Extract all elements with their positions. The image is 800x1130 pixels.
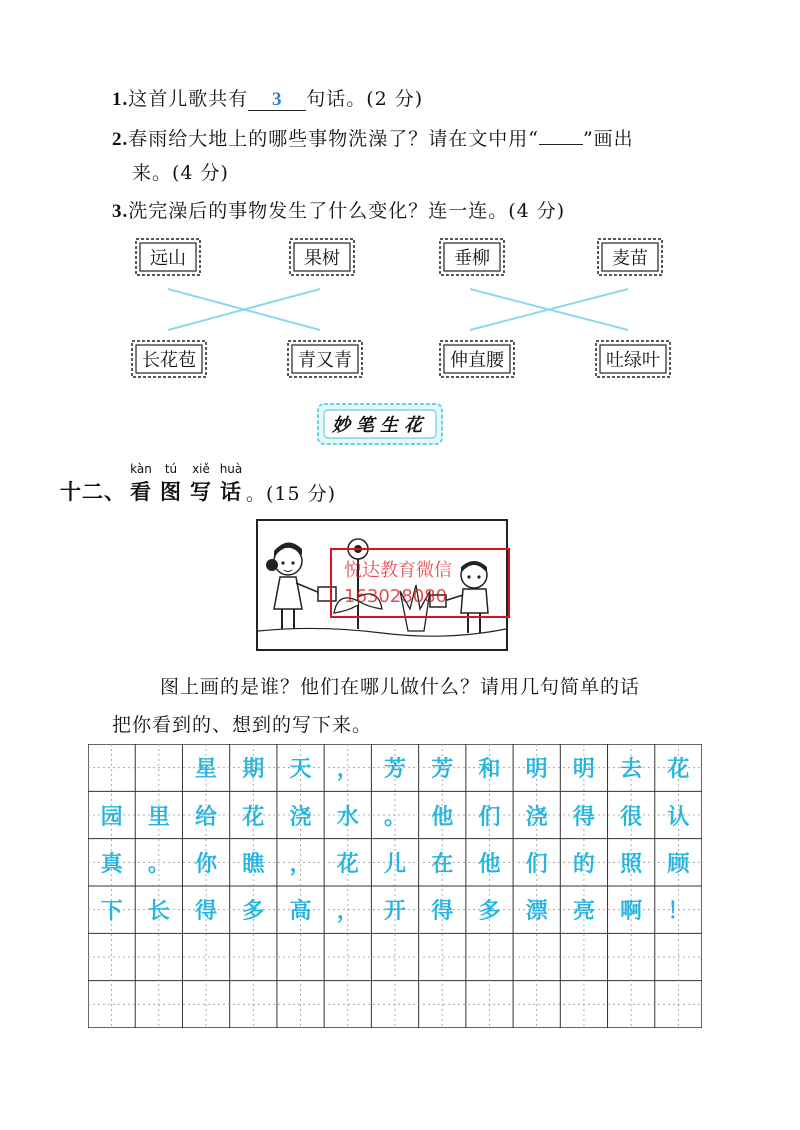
pinyin: tú xyxy=(164,462,178,476)
grid-cell[interactable]: 你 xyxy=(195,850,218,877)
ruby-char xyxy=(126,462,156,506)
pinyin: huà xyxy=(219,462,243,476)
grid-cell[interactable]: 他 xyxy=(478,850,501,877)
heading-char: 话 xyxy=(220,479,242,504)
grid-cell[interactable]: 花 xyxy=(336,850,359,877)
grid-cell[interactable]: 。 xyxy=(383,803,406,830)
grid-cell[interactable]: 花 xyxy=(242,803,265,830)
grid-cell[interactable]: 下 xyxy=(100,898,123,925)
grid-cell[interactable] xyxy=(325,981,371,1027)
grid-cell[interactable]: 顾 xyxy=(667,850,690,877)
grid-cell[interactable]: 浇 xyxy=(525,803,548,830)
heading-char: 写 xyxy=(190,479,212,504)
banner-title: 妙笔生花 xyxy=(332,415,428,436)
grid-cell[interactable] xyxy=(608,981,654,1027)
grid-cell[interactable]: 在 xyxy=(431,850,454,877)
question-text: 春雨给大地上的哪些事物洗澡了？请在文中用“ xyxy=(128,128,539,150)
grid-cell[interactable]: 花 xyxy=(667,756,690,783)
grid-cell[interactable]: 瞧 xyxy=(242,850,265,877)
match-label: 青又青 xyxy=(298,350,352,371)
grid-cell[interactable]: 高 xyxy=(289,898,312,925)
grid-cell[interactable] xyxy=(278,981,324,1027)
pinyin: xiě xyxy=(192,462,210,476)
grid-cell[interactable]: ， xyxy=(289,850,312,877)
grid-cell[interactable]: 明 xyxy=(525,756,548,783)
watermark-box xyxy=(330,548,510,618)
grid-cell[interactable]: 亮 xyxy=(572,898,595,925)
watermark-line-1: 悦达教育微信 xyxy=(344,560,452,581)
grid-cell[interactable] xyxy=(89,934,135,980)
grid-cell[interactable] xyxy=(136,745,182,791)
grid-cell[interactable]: 星 xyxy=(195,756,218,783)
grid-cell[interactable]: 他 xyxy=(431,803,454,830)
grid-cell[interactable] xyxy=(278,934,324,980)
match-box-top[interactable] xyxy=(436,235,508,279)
grid-cell[interactable]: 水 xyxy=(336,803,359,830)
grid-cell[interactable] xyxy=(514,934,560,980)
grid-cell[interactable]: 多 xyxy=(478,898,501,925)
grid-cell[interactable]: 园 xyxy=(100,803,123,830)
match-box-bottom[interactable] xyxy=(284,337,366,381)
grid-cell[interactable] xyxy=(561,981,607,1027)
grid-cell[interactable] xyxy=(419,981,465,1027)
grid-cell[interactable]: 里 xyxy=(147,803,170,830)
matching-lines xyxy=(0,0,800,420)
watermark-line-2: 163028080 xyxy=(344,586,448,607)
grid-cell[interactable]: 和 xyxy=(478,756,501,783)
grid-cell[interactable]: 。 xyxy=(147,850,170,877)
section-number: 十二、 xyxy=(60,479,126,504)
heading-char: 看 xyxy=(130,479,152,504)
ruby-char xyxy=(216,462,246,506)
grid-cell[interactable] xyxy=(136,934,182,980)
grid-cell[interactable]: 们 xyxy=(525,850,548,877)
grid-cell[interactable]: 得 xyxy=(195,898,218,925)
grid-cell[interactable]: 给 xyxy=(195,803,218,830)
match-box-top[interactable] xyxy=(286,235,358,279)
match-label: 垂柳 xyxy=(454,248,490,269)
section-points: 。(15 分) xyxy=(246,483,337,505)
grid-cell[interactable]: 浇 xyxy=(289,803,312,830)
pinyin: kàn xyxy=(130,462,152,476)
grid-cell[interactable]: 天 xyxy=(289,756,312,783)
match-label: 远山 xyxy=(150,248,186,269)
grid-cell[interactable] xyxy=(372,934,418,980)
grid-cell[interactable] xyxy=(608,934,654,980)
grid-cell[interactable] xyxy=(466,934,512,980)
grid-cell[interactable]: 的 xyxy=(572,850,595,877)
grid-cell[interactable]: 很 xyxy=(620,803,643,830)
grid-cell[interactable] xyxy=(230,981,276,1027)
heading-char: 图 xyxy=(160,479,182,504)
match-label: 果树 xyxy=(304,248,340,269)
match-box-bottom[interactable] xyxy=(128,337,210,381)
match-label: 长花苞 xyxy=(142,350,196,371)
grid-cell[interactable] xyxy=(89,981,135,1027)
question-text: 句话。(2 分) xyxy=(306,88,424,110)
match-label: 麦苗 xyxy=(612,248,648,269)
grid-cell[interactable]: 期 xyxy=(242,756,265,783)
grid-cell[interactable] xyxy=(419,934,465,980)
grid-cell[interactable]: 真 xyxy=(100,850,123,877)
grid-cell[interactable]: 儿 xyxy=(383,850,406,877)
grid-cell[interactable]: ， xyxy=(336,898,359,925)
grid-cell[interactable]: 长 xyxy=(147,898,170,925)
grid-cell[interactable]: 得 xyxy=(572,803,595,830)
writing-prompt-line-1: 图上画的是谁？他们在哪儿做什么？请用几句简单的话 xyxy=(160,676,641,698)
grid-cell[interactable] xyxy=(230,934,276,980)
grid-cell[interactable]: ！ xyxy=(667,898,690,925)
grid-cell[interactable] xyxy=(514,981,560,1027)
match-box-top[interactable] xyxy=(594,235,666,279)
ruby-char xyxy=(156,462,186,506)
section-heading xyxy=(60,462,336,506)
grid-cell[interactable] xyxy=(655,981,701,1027)
grid-cell[interactable]: 去 xyxy=(620,756,643,783)
question-text: 这首儿歌共有 xyxy=(128,88,249,110)
grid-cell[interactable]: 啊 xyxy=(620,898,643,925)
grid-cell[interactable] xyxy=(561,934,607,980)
question-number: 3. xyxy=(112,201,129,222)
match-box-bottom[interactable] xyxy=(436,337,518,381)
grid-cell[interactable] xyxy=(136,981,182,1027)
match-box-top[interactable] xyxy=(132,235,204,279)
grid-cell[interactable] xyxy=(325,934,371,980)
writing-grid[interactable] xyxy=(88,744,702,1028)
grid-cell[interactable]: 们 xyxy=(478,803,501,830)
match-box-bottom[interactable] xyxy=(592,337,674,381)
grid-cell[interactable]: 开 xyxy=(383,898,406,925)
grid-cell[interactable]: ， xyxy=(336,756,359,783)
writing-prompt-line-2: 把你看到的、想到的写下来。 xyxy=(112,714,373,736)
grid-cell[interactable] xyxy=(655,934,701,980)
match-label: 伸直腰 xyxy=(450,350,504,371)
answer-blank: 3 xyxy=(248,90,306,111)
grid-cell[interactable]: 多 xyxy=(242,898,265,925)
grid-cell[interactable]: 芳 xyxy=(383,756,406,783)
match-label: 吐绿叶 xyxy=(606,350,660,371)
grid-cell[interactable]: 芳 xyxy=(431,756,454,783)
section-banner xyxy=(316,402,444,446)
grid-cell[interactable] xyxy=(183,934,229,980)
question-text: ”画出 xyxy=(582,128,634,150)
grid-cell[interactable] xyxy=(183,981,229,1027)
grid-cell[interactable]: 漂 xyxy=(525,898,548,925)
grid-cell[interactable] xyxy=(89,745,135,791)
question-number: 2. xyxy=(112,129,129,150)
question-text: 洗完澡后的事物发生了什么变化？连一连。(4 分) xyxy=(128,200,566,222)
grid-cell[interactable] xyxy=(372,981,418,1027)
grid-cell[interactable] xyxy=(466,981,512,1027)
question-number: 1. xyxy=(112,89,129,110)
ruby-char xyxy=(186,462,216,506)
grid-cell[interactable]: 得 xyxy=(431,898,454,925)
grid-cell[interactable]: 明 xyxy=(572,756,595,783)
grid-cell[interactable]: 照 xyxy=(620,850,643,877)
grid-cell[interactable]: 认 xyxy=(667,803,690,830)
question-2-line2: 来。(4 分) xyxy=(132,162,229,184)
